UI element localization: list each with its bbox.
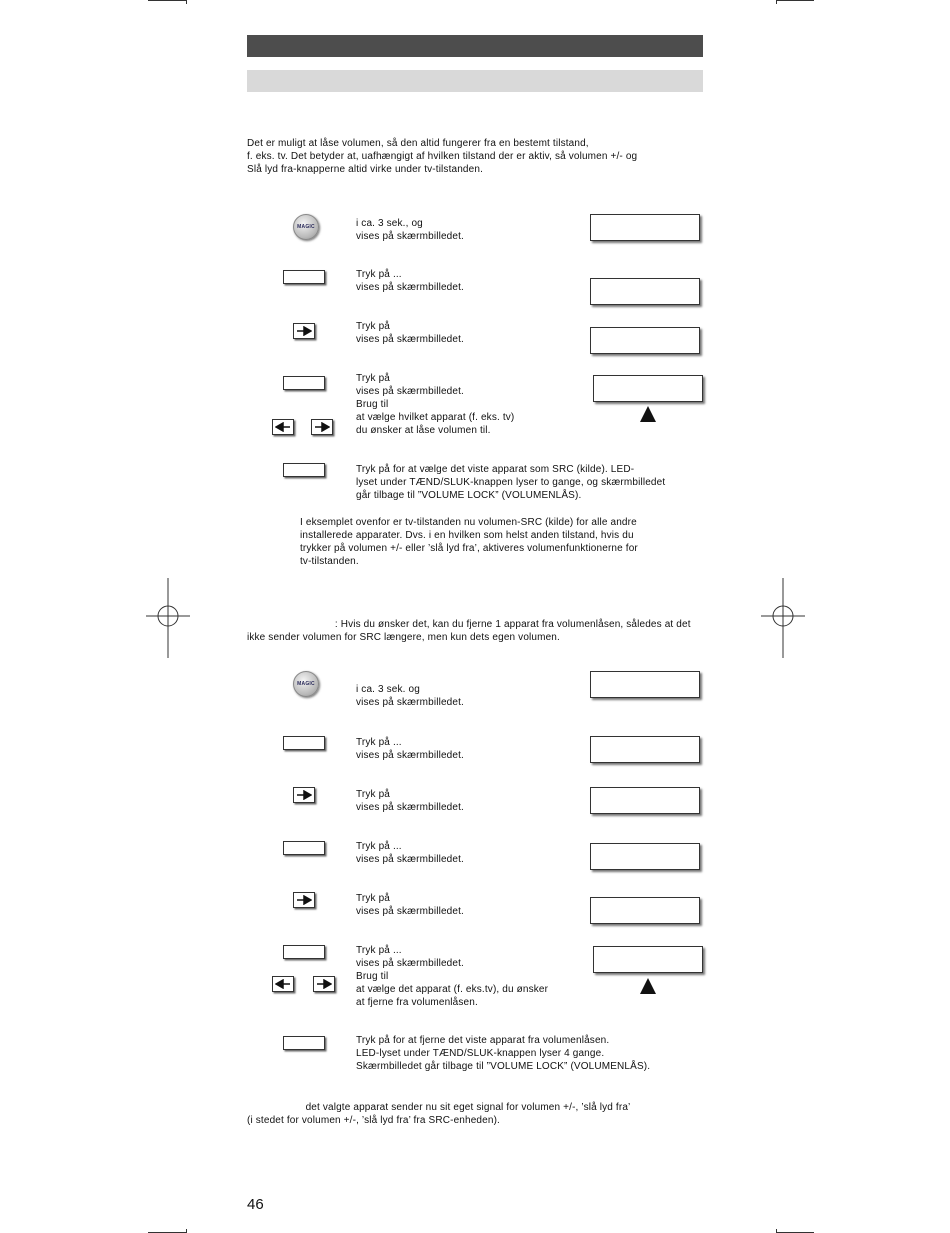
magic-button-icon: MAGIC xyxy=(293,214,319,240)
step-text: Tryk på for at fjerne det viste apparat fra volumenlåsen. LED-lyset under TÆND/SLUK-knappen lyser 4 gange. Skærmbilledet går tilbage til ”VOLUME LOCK” (VOLUMENLÅS). xyxy=(356,1035,651,1072)
crop-mark xyxy=(186,1229,187,1233)
lcd-display xyxy=(590,327,700,354)
lcd-display xyxy=(590,897,700,924)
section2-note: det valgte apparat sender nu sit eget signal for volumen +/-, ’slå lyd fra’ (i stedet for volumen +/-, ’slå lyd fra’ fra SRC-enheden). xyxy=(247,1102,631,1126)
remote-key-icon xyxy=(283,945,325,959)
crop-mark xyxy=(776,0,814,1)
lcd-display xyxy=(590,736,700,763)
step-text: Tryk på vises på skærmbilledet. xyxy=(356,789,464,813)
remote-key-icon xyxy=(283,736,325,750)
step-text: i ca. 3 sek. og vises på skærmbilledet. xyxy=(356,684,464,708)
arrow-right-icon xyxy=(293,892,315,908)
step-text: i ca. 3 sek., og vises på skærmbilledet. xyxy=(356,218,464,242)
crop-mark xyxy=(186,0,187,4)
section1-note: I eksemplet ovenfor er tv-tilstanden nu volumen-SRC (kilde) for alle andre installerede apparater. Dvs. i en hvilken som helst anden tilstand, hvis du trykker på volumen +/- eller ’slå lyd fra’, aktiveres volumenfunktionerne for tv-tilstanden. xyxy=(300,517,638,567)
pointer-arrow-icon xyxy=(640,406,656,422)
lcd-display xyxy=(593,946,703,973)
lcd-display xyxy=(590,278,700,305)
lcd-display xyxy=(590,843,700,870)
remote-key-icon xyxy=(283,270,325,284)
lcd-display xyxy=(590,671,700,698)
arrow-left-icon xyxy=(272,419,294,435)
pointer-arrow-icon xyxy=(640,978,656,994)
arrow-left-icon xyxy=(272,976,294,992)
step-text: Tryk på ... vises på skærmbilledet. Brug til at vælge det apparat (f. eks.tv), du ønsker at fjerne fra volumenlåsen. xyxy=(356,945,549,1008)
remote-key-icon xyxy=(283,463,325,477)
remote-key-icon xyxy=(283,1036,325,1050)
magic-button-icon: MAGIC xyxy=(293,671,319,697)
crop-mark xyxy=(148,0,186,1)
header-bar-dark xyxy=(247,35,703,57)
arrow-right-icon xyxy=(313,976,335,992)
remote-key-icon xyxy=(283,841,325,855)
step-text: Tryk på ... vises på skærmbilledet. xyxy=(356,269,464,293)
header-bar-light xyxy=(247,70,703,92)
arrow-right-icon xyxy=(293,323,315,339)
step-text: Tryk på ... vises på skærmbilledet. xyxy=(356,737,464,761)
step-text: Tryk på for at vælge det viste apparat som SRC (kilde). LED- lyset under TÆND/SLUK-knappen lyser to gange, og skærmbilledet går tilbage til ”VOLUME LOCK” (VOLUMENLÅS). xyxy=(356,464,666,501)
registration-mark-left xyxy=(146,578,190,658)
lcd-display xyxy=(593,375,703,402)
step-text: Tryk på ... vises på skærmbilledet. xyxy=(356,841,464,865)
remote-key-icon xyxy=(283,376,325,390)
lcd-display xyxy=(590,787,700,814)
arrow-right-icon xyxy=(311,419,333,435)
section2-intro: : Hvis du ønsker det, kan du fjerne 1 apparat fra volumenlåsen, således at det ikke sender volumen for SRC længere, men kun dets egen volumen. xyxy=(247,619,691,643)
step-text: Tryk på vises på skærmbilledet. xyxy=(356,321,464,345)
step-text: Tryk på vises på skærmbilledet. xyxy=(356,893,464,917)
registration-mark-right xyxy=(761,578,805,658)
section1-intro: Det er muligt at låse volumen, så den altid fungerer fra en bestemt tilstand, f. eks. tv. Det betyder at, uafhængigt af hvilken tilstand der er aktiv, så volumen +/- og Slå lyd fra-knapperne altid virke under tv-tilstanden. xyxy=(247,138,638,175)
page-number: 46 xyxy=(247,1196,264,1213)
lcd-display xyxy=(590,214,700,241)
step-text: Tryk på vises på skærmbilledet. Brug til at vælge hvilket apparat (f. eks. tv) du ønsker at låse volumen til. xyxy=(356,373,515,436)
arrow-right-icon xyxy=(293,787,315,803)
